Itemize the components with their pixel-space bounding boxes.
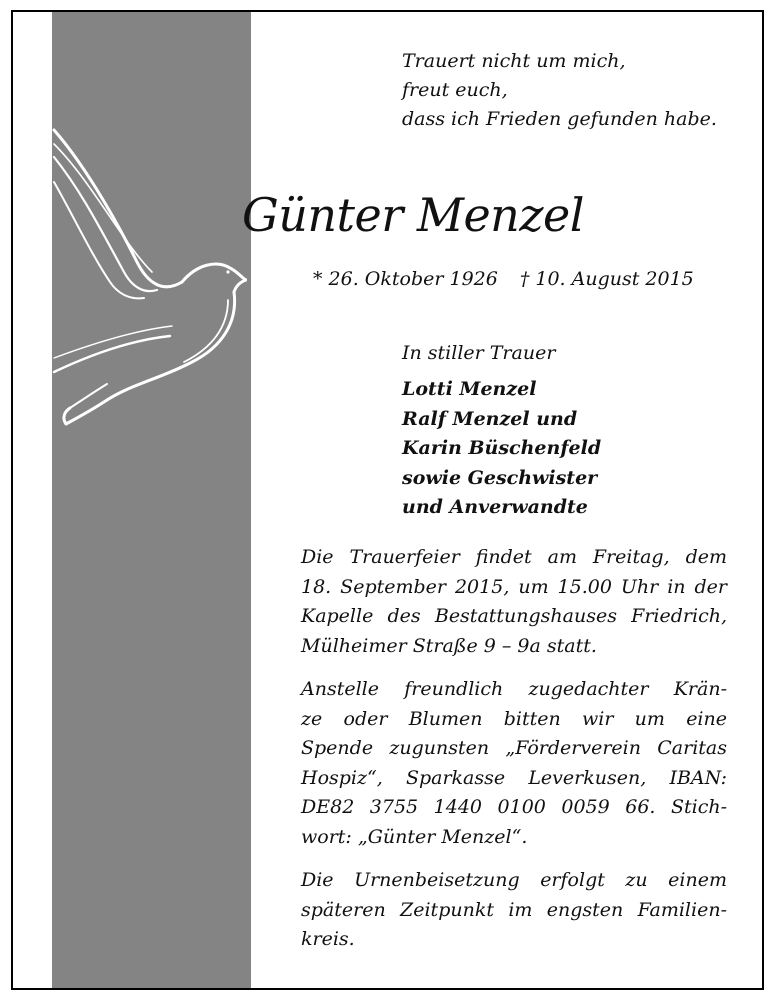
paragraph-line: Mülheimer Straße 9 – 9a statt.	[301, 634, 597, 657]
paragraph-line: Die Urnenbeisetzung erfolgt zu einem	[301, 869, 727, 891]
mourner-name: Ralf Menzel und	[402, 407, 578, 430]
quote-line: dass ich Frieden gefunden habe.	[402, 108, 717, 130]
death-date: † 10. August 2015	[519, 268, 694, 290]
deceased-name: Günter Menzel	[242, 188, 584, 242]
paragraph-line: wort: „Günter Menzel“.	[301, 825, 528, 848]
quote-line: freut euch,	[402, 79, 508, 101]
mourner-name: Lotti Menzel	[402, 378, 537, 400]
paragraph-line: Spende zugunsten „Förderverein Caritas	[301, 737, 727, 759]
burial-paragraph	[301, 866, 727, 955]
birth-date: * 26. Oktober 1926	[313, 268, 498, 290]
mourner-name: Karin Büschenfeld	[402, 437, 602, 459]
life-dates	[313, 266, 694, 292]
mourners-list	[402, 375, 601, 523]
memorial-quote	[402, 47, 717, 134]
quote-line: Trauert nicht um mich,	[402, 50, 626, 72]
mourner-name: und Anverwandte	[402, 496, 588, 518]
paragraph-line: Die Trauerfeier findet am Freitag, dem	[301, 546, 727, 568]
paragraph-line: Hospiz“, Sparkasse Leverkusen, IBAN:	[301, 766, 727, 789]
mourner-name: sowie Geschwister	[402, 466, 598, 489]
mourning-intro: In stiller Trauer	[402, 342, 556, 364]
paragraph-line: späteren Zeitpunkt im engsten Familien-	[301, 898, 727, 921]
paragraph-line: Anstelle freundlich zugedachter Krän-	[301, 678, 727, 700]
paragraph-line: 18. September 2015, um 15.00 Uhr in der	[301, 575, 727, 598]
ceremony-paragraph	[301, 543, 727, 661]
paragraph-line: ze oder Blumen bitten wir um eine	[301, 707, 727, 730]
paragraph-line: kreis.	[301, 928, 355, 950]
donation-paragraph	[301, 675, 727, 852]
obituary-frame	[11, 10, 764, 990]
paragraph-line: DE82 3755 1440 0100 0059 66. Stich-	[301, 796, 727, 818]
dove-icon	[52, 122, 247, 432]
paragraph-line: Kapelle des Bestattungshauses Friedrich,	[301, 605, 727, 627]
